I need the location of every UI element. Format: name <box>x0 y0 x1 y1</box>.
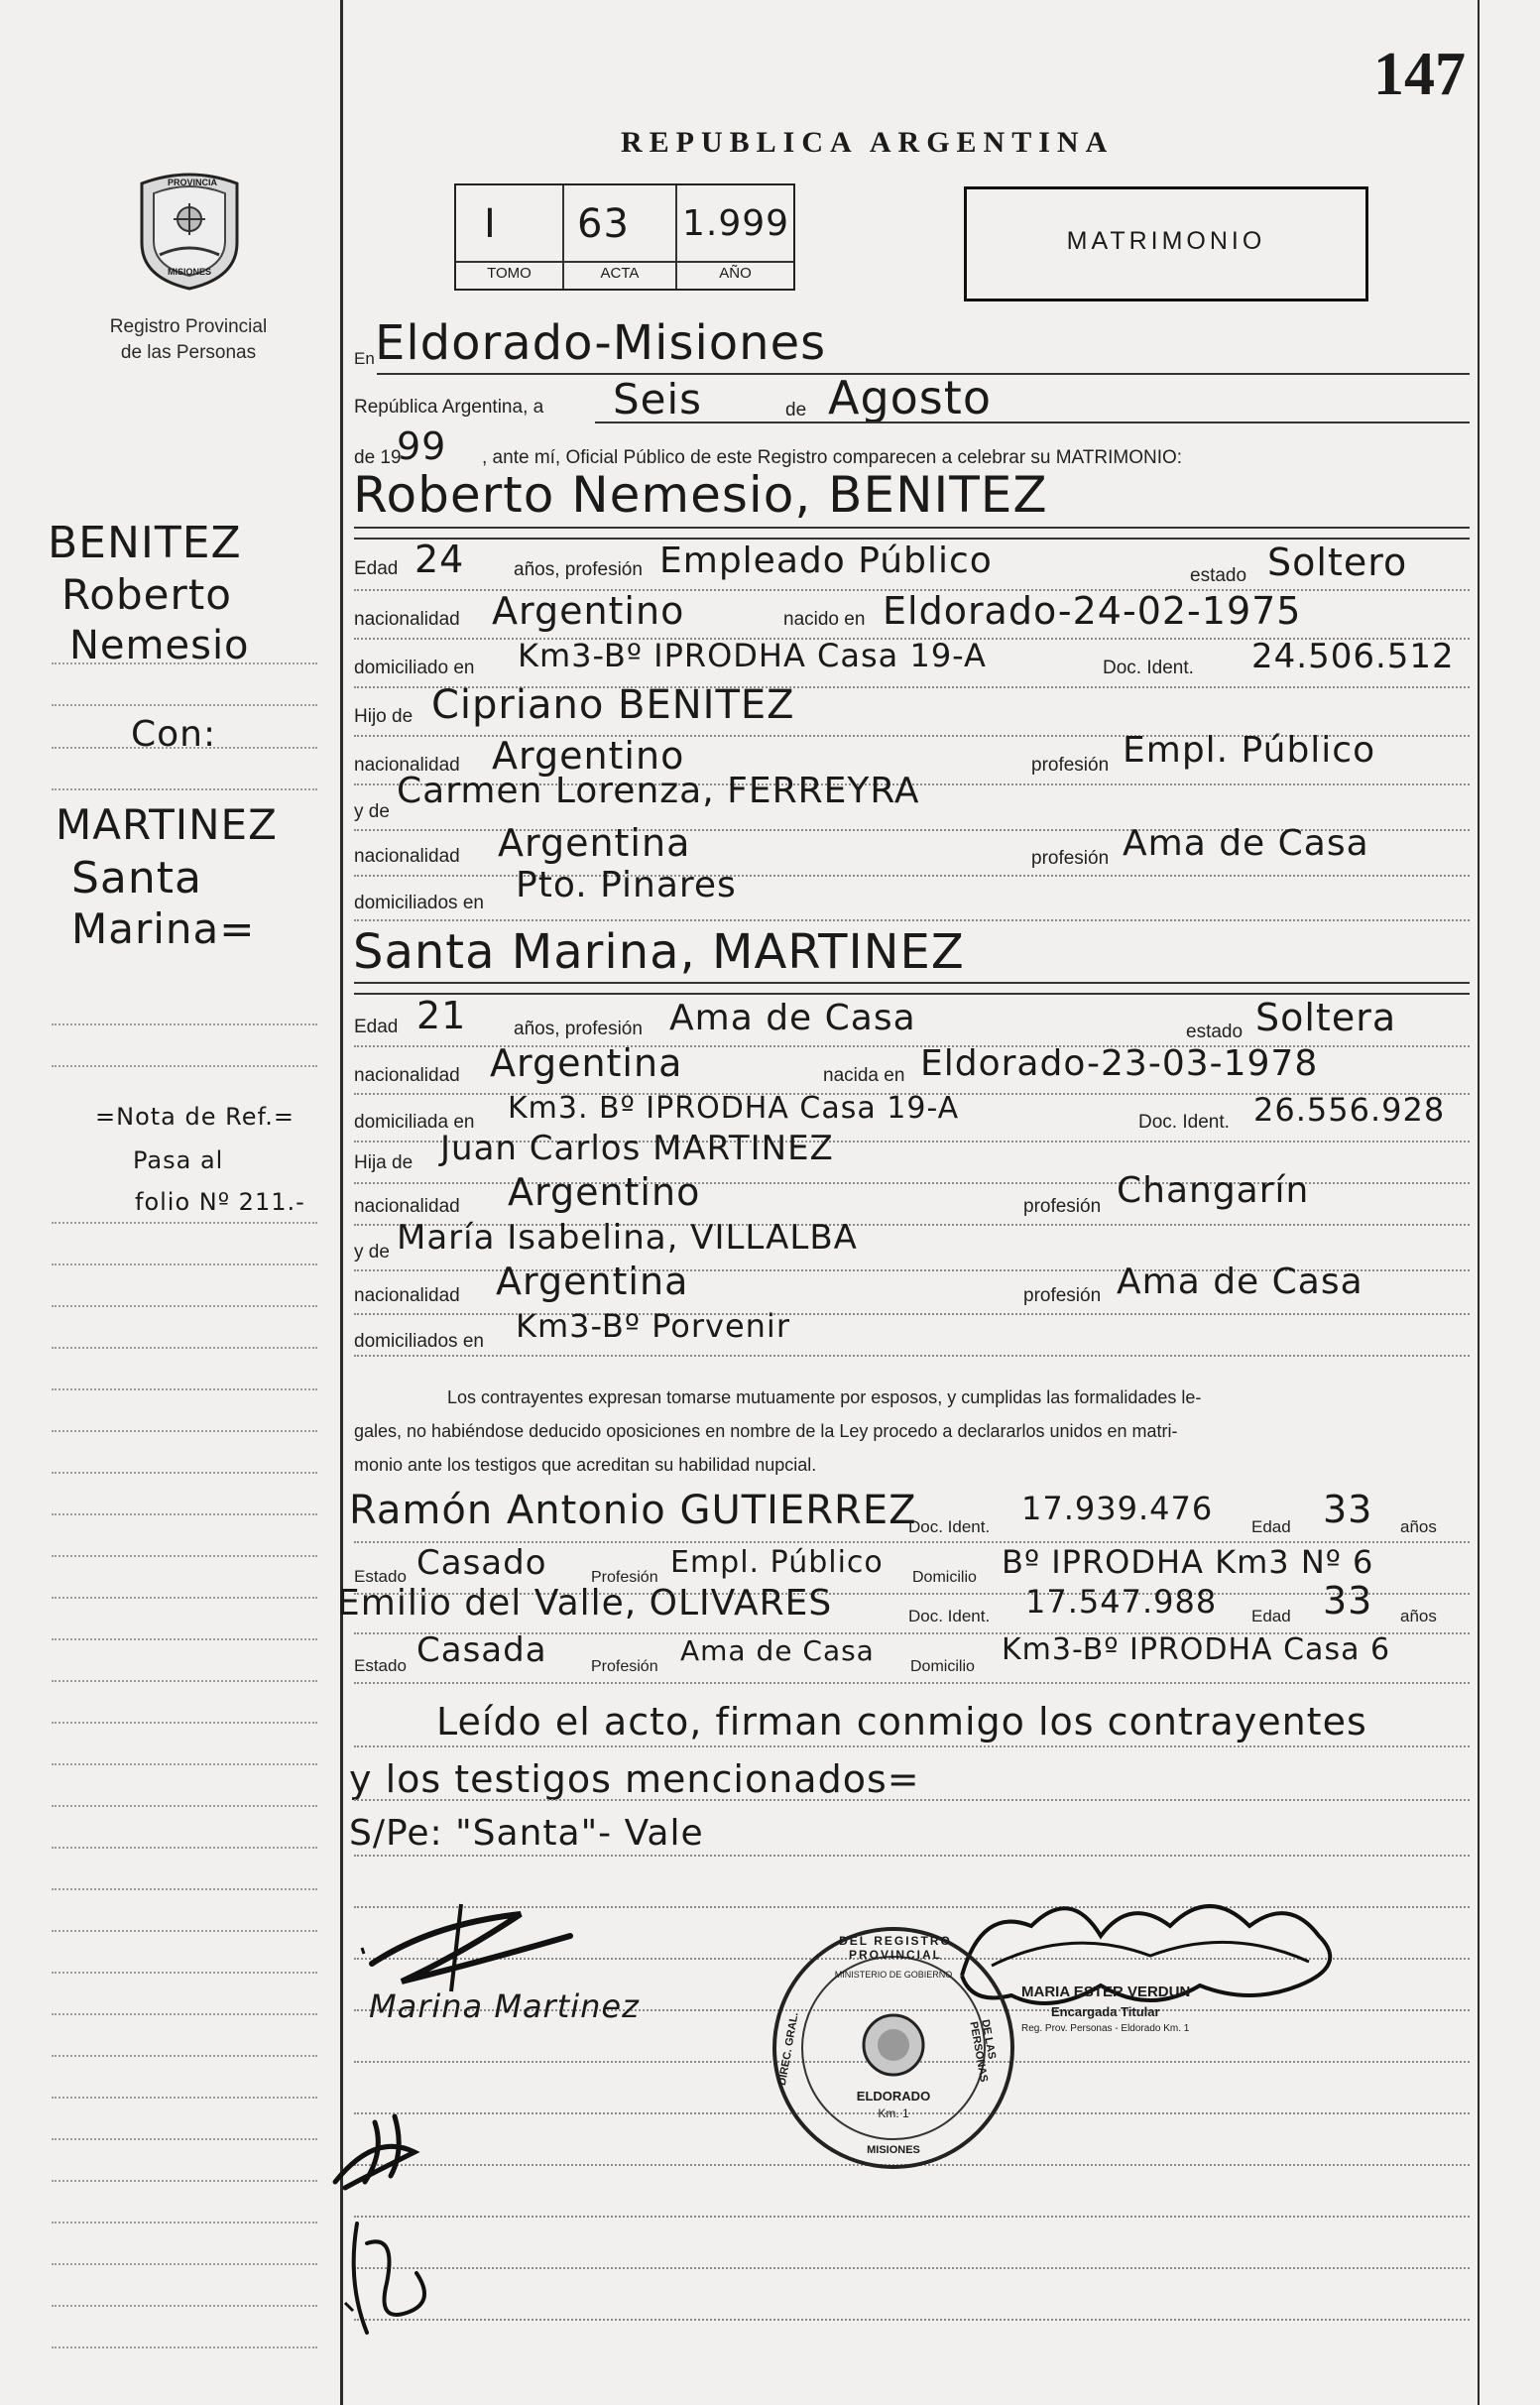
rule-groom-name-2 <box>354 538 1470 540</box>
witness2-profession: Ama de Casa <box>680 1634 875 1667</box>
margin-note-2: Pasa al <box>133 1146 224 1174</box>
bride-nationality: Argentina <box>490 1041 683 1085</box>
groom-nationality: Argentino <box>492 589 685 633</box>
groom-age: 24 <box>415 538 465 581</box>
label-hija-de: Hija de <box>354 1152 414 1173</box>
country-title: REPUBLICA ARGENTINA <box>621 126 1115 159</box>
label-groom-father-nac: nacionalidad <box>354 755 460 776</box>
stamp-inner-text: MINISTERIO DE GOBIERNO <box>834 1970 953 1980</box>
label-bride-nac: nacionalidad <box>354 1065 460 1086</box>
label-hijo-de: Hijo de <box>354 706 414 727</box>
acta-value: 63 <box>577 201 630 247</box>
groom-mother-nationality: Argentina <box>498 821 691 865</box>
label-groom-dom: domiciliado en <box>354 658 475 678</box>
official-name: MARIA ESTER VERDUN <box>1021 1984 1191 2000</box>
label-bride-estado: estado <box>1186 1022 1244 1042</box>
left-ledger-line <box>340 0 343 2405</box>
official-role: Encargada Titular <box>1051 2004 1160 2019</box>
label-groom-nac: nacionalidad <box>354 609 460 630</box>
groom-mother: Carmen Lorenza, FERREYRA <box>397 771 920 811</box>
document-type: MATRIMONIO <box>1066 227 1266 255</box>
bride-father: Juan Carlos MARTINEZ <box>440 1129 834 1168</box>
label-republica: República Argentina, a <box>354 397 544 418</box>
bride-mother-nationality: Argentina <box>496 1260 689 1303</box>
bride-mother-profession: Ama de Casa <box>1117 1262 1363 1302</box>
label-w1-anos: años <box>1400 1517 1437 1536</box>
witness1-status: Casado <box>416 1543 547 1583</box>
registry-line-1: Registro Provincial <box>109 316 268 337</box>
stamp-office: Km. 1 <box>878 2106 909 2120</box>
bride-birth: Eldorado-23-03-1978 <box>920 1043 1319 1084</box>
label-groom-mother-nac: nacionalidad <box>354 846 460 867</box>
right-border-line <box>1478 0 1480 2405</box>
witness2-age: 33 <box>1323 1579 1373 1623</box>
margin-groom-surname: BENITEZ <box>48 518 242 568</box>
remark-line-1: Leído el acto, firman conmigo los contrayentes <box>436 1700 1367 1744</box>
stamp-bottom-text: MISIONES <box>867 2144 920 2156</box>
bride-name: Santa Marina, MARTINEZ <box>353 924 965 980</box>
label-w1-dom: Domicilio <box>912 1569 977 1586</box>
seal-top-text: PROVINCIA <box>168 178 218 187</box>
label-bride-parents-dom: domiciliados en <box>354 1331 484 1352</box>
label-de: de <box>785 400 807 421</box>
rule-bride-name <box>354 982 1470 984</box>
act-year: 99 <box>397 424 447 468</box>
closing-line-2: gales, no habiéndose deducido oposiciones en nombre de la Ley procedo a declararlos unidos en matri- <box>354 1421 1178 1441</box>
label-w1-edad: Edad <box>1251 1517 1291 1536</box>
witness1-doc: 17.939.476 <box>1021 1490 1214 1527</box>
groom-name: Roberto Nemesio, BENITEZ <box>353 466 1048 524</box>
bride-status: Soltera <box>1255 996 1397 1039</box>
label-groom-y-de: y de <box>354 801 390 822</box>
label-w1-prof: Profesión <box>591 1569 658 1586</box>
closing-line-3: monio ante los testigos que acreditan su habilidad nupcial. <box>354 1455 817 1475</box>
label-bride-nacida: nacida en <box>823 1065 905 1086</box>
act-place: Eldorado-Misiones <box>375 315 827 371</box>
seal-bottom-text: MISIONES <box>168 267 212 277</box>
witness2-name: Emilio del Valle, OLIVARES <box>337 1583 833 1623</box>
label-groom-anos: años, profesión <box>514 559 643 580</box>
registry-line-2: de las Personas <box>120 342 257 363</box>
ano-label: AÑO <box>719 265 752 282</box>
rule-bride-parents <box>354 1355 1470 1357</box>
signature-witness1 <box>315 2093 454 2202</box>
margin-note-3: folio Nº 211.- <box>135 1188 305 1216</box>
groom-doc: 24.506.512 <box>1251 637 1455 676</box>
label-w2-doc: Doc. Ident. <box>908 1607 991 1625</box>
groom-status: Soltero <box>1267 541 1408 584</box>
groom-father: Cipriano BENITEZ <box>431 682 795 728</box>
province-seal <box>132 164 247 293</box>
acta-label: ACTA <box>600 265 640 282</box>
groom-profession: Empleado Público <box>659 541 993 581</box>
act-month: Agosto <box>828 371 992 424</box>
label-en: En <box>354 349 375 368</box>
label-bride-doc: Doc. Ident. <box>1138 1112 1230 1133</box>
margin-groom-first: Roberto <box>61 570 232 619</box>
label-bride-father-prof: profesión <box>1023 1196 1102 1217</box>
margin-bride-first: Santa <box>71 853 202 903</box>
bride-father-profession: Changarín <box>1117 1170 1310 1211</box>
stamp-right-text: DE LAS PERSONAS <box>967 2018 999 2084</box>
margin-bride-surname: MARTINEZ <box>56 800 278 849</box>
bride-doc: 26.556.928 <box>1253 1091 1446 1129</box>
remark-line-2: y los testigos mencionados= <box>349 1757 920 1801</box>
margin-connector: Con: <box>131 714 217 755</box>
ano-value: 1.999 <box>682 203 790 244</box>
label-bride-mother-prof: profesión <box>1023 1285 1102 1306</box>
label-comparecen: , ante mí, Oficial Público de este Registro comparecen a celebrar su MATRIMONIO: <box>482 447 1183 468</box>
record-reference-box <box>454 183 795 291</box>
label-w2-estado: Estado <box>354 1656 407 1675</box>
rule-w2-b <box>354 1682 1470 1684</box>
label-bride-dom: domiciliada en <box>354 1112 475 1133</box>
closing-line-1: Los contrayentes expresan tomarse mutuamente por esposos, y cumplidas las formalidades le- <box>447 1387 1202 1407</box>
margin-groom-second: Nemesio <box>69 623 250 668</box>
official-sub: Reg. Prov. Personas - Eldorado Km. 1 <box>1021 2023 1190 2034</box>
label-w2-dom: Domicilio <box>910 1658 975 1675</box>
witness2-domicile: Km3-Bº IPRODHA Casa 6 <box>1002 1632 1391 1667</box>
label-bride-anos: años, profesión <box>514 1019 643 1039</box>
groom-father-profession: Empl. Público <box>1123 730 1376 771</box>
closing-paragraph <box>354 1381 1470 1482</box>
margin-bride-second: Marina= <box>71 904 256 953</box>
rule-date <box>595 421 1470 423</box>
stamp-city: ELDORADO <box>856 2089 931 2104</box>
witness1-age: 33 <box>1323 1488 1373 1531</box>
groom-mother-profession: Ama de Casa <box>1123 823 1369 864</box>
label-w2-edad: Edad <box>1251 1607 1291 1625</box>
bride-parents-address: Km3-Bº Porvenir <box>516 1307 790 1345</box>
label-groom-father-prof: profesión <box>1031 755 1110 776</box>
official-name-stamp <box>1021 1984 1299 2034</box>
label-w2-prof: Profesión <box>591 1658 658 1675</box>
witness1-name: Ramón Antonio GUTIERREZ <box>349 1488 917 1533</box>
document-type-box <box>964 186 1368 301</box>
act-day: Seis <box>613 375 703 423</box>
label-groom-doc: Doc. Ident. <box>1103 658 1194 678</box>
remark-line-3: S/Pe: "Santa"- Vale <box>349 1813 704 1854</box>
label-w1-estado: Estado <box>354 1567 407 1586</box>
bride-age: 21 <box>416 994 467 1037</box>
label-w2-anos: años <box>1400 1607 1437 1625</box>
bride-father-nationality: Argentino <box>508 1170 701 1214</box>
bride-profession: Ama de Casa <box>669 998 916 1038</box>
label-bride-mother-nac: nacionalidad <box>354 1285 460 1306</box>
stamp-left-text: DIREC. GRAL. <box>775 2011 801 2087</box>
rule-groom-parents <box>354 919 1470 921</box>
witness1-profession: Empl. Público <box>670 1545 884 1580</box>
label-groom-nacido: nacido en <box>783 609 866 630</box>
stamp-top-text: DEL REGISTRO PROVINCIAL <box>839 1934 952 1962</box>
groom-parents-address: Pto. Pinares <box>516 865 737 905</box>
page-number: 147 <box>1373 41 1466 108</box>
margin-note-1: =Nota de Ref.= <box>95 1103 295 1131</box>
registry-name <box>69 314 307 366</box>
tomo-value: I <box>484 201 497 247</box>
label-groom-edad: Edad <box>354 558 399 579</box>
tomo-label: TOMO <box>487 265 532 282</box>
groom-father-nationality: Argentino <box>492 734 685 778</box>
label-bride-edad: Edad <box>354 1017 399 1037</box>
groom-address: Km3-Bº IPRODHA Casa 19-A <box>518 637 987 674</box>
signature-groom <box>342 1884 600 2003</box>
bride-address: Km3. Bº IPRODHA Casa 19-A <box>508 1091 960 1126</box>
label-groom-mother-prof: profesión <box>1031 848 1110 869</box>
witness2-status: Casada <box>416 1630 547 1670</box>
rule-bride-name-2 <box>354 993 1470 995</box>
signature-witness2 <box>327 2204 476 2352</box>
label-de19: de 19 <box>354 447 402 468</box>
witness2-doc: 17.547.988 <box>1025 1583 1218 1621</box>
official-round-stamp <box>770 1924 1017 2172</box>
groom-birth: Eldorado-24-02-1975 <box>883 589 1302 633</box>
label-bride-y-de: y de <box>354 1242 390 1263</box>
label-bride-father-nac: nacionalidad <box>354 1196 460 1217</box>
label-groom-parents-dom: domiciliados en <box>354 893 484 913</box>
ref-label-line <box>456 261 793 263</box>
witness1-domicile: Bº IPRODHA Km3 Nº 6 <box>1002 1543 1374 1581</box>
rule-groom-name <box>354 527 1470 529</box>
signature-bride: Marina Martinez <box>369 1987 640 2025</box>
bride-mother: María Isabelina, VILLALBA <box>397 1218 858 1258</box>
label-groom-estado: estado <box>1190 565 1247 586</box>
label-w1-doc: Doc. Ident. <box>908 1517 991 1536</box>
